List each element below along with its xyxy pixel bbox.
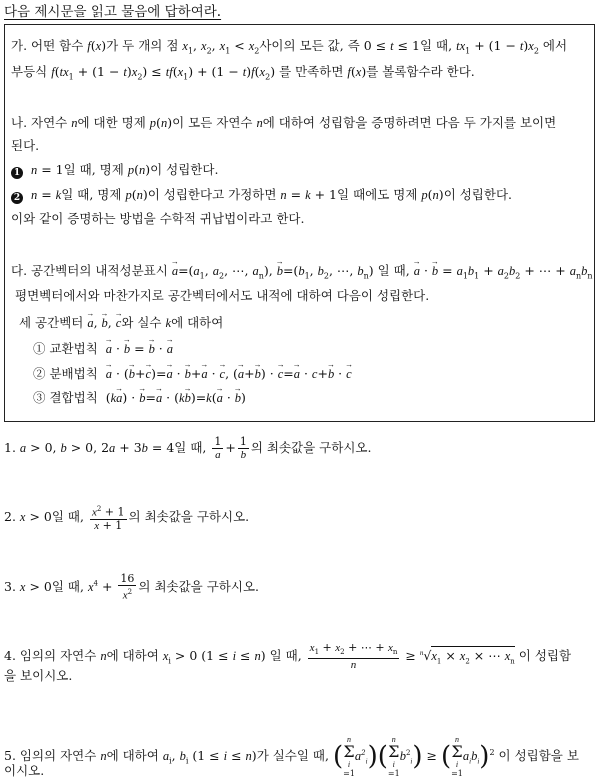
passage-da-line3: 세 공간벡터 → a, → b, → c와 실수 k에 대하여 xyxy=(19,315,223,331)
question-4-line2: 을 보이시오. xyxy=(4,668,73,683)
passage-box xyxy=(4,24,595,422)
passage-na-line1: 나. 자연수 n에 대한 명제 p(n)이 모든 자연수 n에 대하여 성립함을 증명하려면 다음 두 가지를 보이면 xyxy=(11,115,557,130)
passage-ga-line2: 부등식 $f(tx_1 + (1 - t)x_2) \le tf(x_1) + (1 - t)f(x_2)$ 를 만족하면 f(x)를 볼록함수라 한다. xyxy=(11,64,475,82)
distributive-law: ② 분배법칙 → a · (→ b+→ c)=→ a · → b+→ a · → c, (→ a+→ b) · → c=→ a · c+→ b · → c xyxy=(33,366,352,382)
commutative-law: ① 교환법칙 → a · → b = → b · → a xyxy=(33,341,173,357)
question-3: 3. x > 0일 때, $x^4$ + $\frac{16}{x^2}$ 의 최솟값을 구하시오. xyxy=(4,572,260,602)
passage-na-line5: 이와 같이 증명하는 방법을 수학적 귀납법이라고 한다. xyxy=(11,211,305,226)
step-one-bullet: 1 xyxy=(11,167,23,179)
passage-da-line1: 다. 공간벡터의 내적성분표시 → $a=(a_1$, $a_2$, ⋯, $a_n$), → $b=(b_1$, $b_2$, ⋯, $b_n$) 일 때, → a · → $b = a_1b_1 + a_2b_2$ + ⋯ + $a_nb_n$ xyxy=(11,263,593,285)
passage-da-line2: 평면벡터에서와 마찬가지로 공간벡터에서도 내적에 대하여 다음이 성립한다. xyxy=(15,288,430,303)
step-two-bullet: 2 xyxy=(11,192,23,204)
passage-ga-line1: 가. 어떤 함수 f(x)가 두 개의 점 $x_1$, $x_2$, $x_1 < x_2$사이의 모든 값, 즉 0 ≤ t ≤ 1일 때, $tx_1 + (1 - t)x_2$ 에서 xyxy=(11,38,568,56)
question-2: 2. x > 0일 때, $\frac{x^2 + 1}{x + 1}$ 의 최솟값을 구하시오. xyxy=(4,505,250,532)
passage-na-line2: 된다. xyxy=(11,138,40,153)
passage-na-step1: 1 n = 1일 때, 명제 p(n)이 성립한다. xyxy=(11,162,218,179)
question-5-line2: 이시오. xyxy=(4,763,45,778)
instruction-header: 다음 제시문을 읽고 물음에 답하여라. xyxy=(4,4,222,20)
passage-na-step2: 2 n = k일 때, 명제 p(n)이 성립한다고 가정하면 n = k + 1일 때에도 명제 p(n)이 성립한다. xyxy=(11,187,512,204)
question-5-line1: 5. 임의의 자연수 n에 대하여 $a_i$, $b_i$ (1 ≤ i ≤ n)가 실수일 때, ( n Σ i $=1a^2_i$)( n Σ i $=1b^2_i$) ≥ ( n Σ i $=1a_ib_i)^2$ 이 성립함을 보 xyxy=(4,735,579,778)
question-4-line1: 4. 임의의 자연수 n에 대하여 $x_i > 0$ (1 ≤ i ≤ n) 일 때, $\frac{x_1 + x_2 + \cdots + x_n}{n}$ ≥ $^n√x_1 \times x_2$ × ⋯ $x_n$ 이 성립함 xyxy=(4,641,572,672)
question-1: 1. a > 0, b > 0, 2a + 3b = 4일 때, $\frac{1}{a}$ + $\frac{1}{b}$ 의 최솟값을 구하시오. xyxy=(4,435,372,461)
associative-law: ③ 결합법칙 (k→ a) · → b=→ a · (k→ b)=k(→ a · → b) xyxy=(33,390,246,406)
